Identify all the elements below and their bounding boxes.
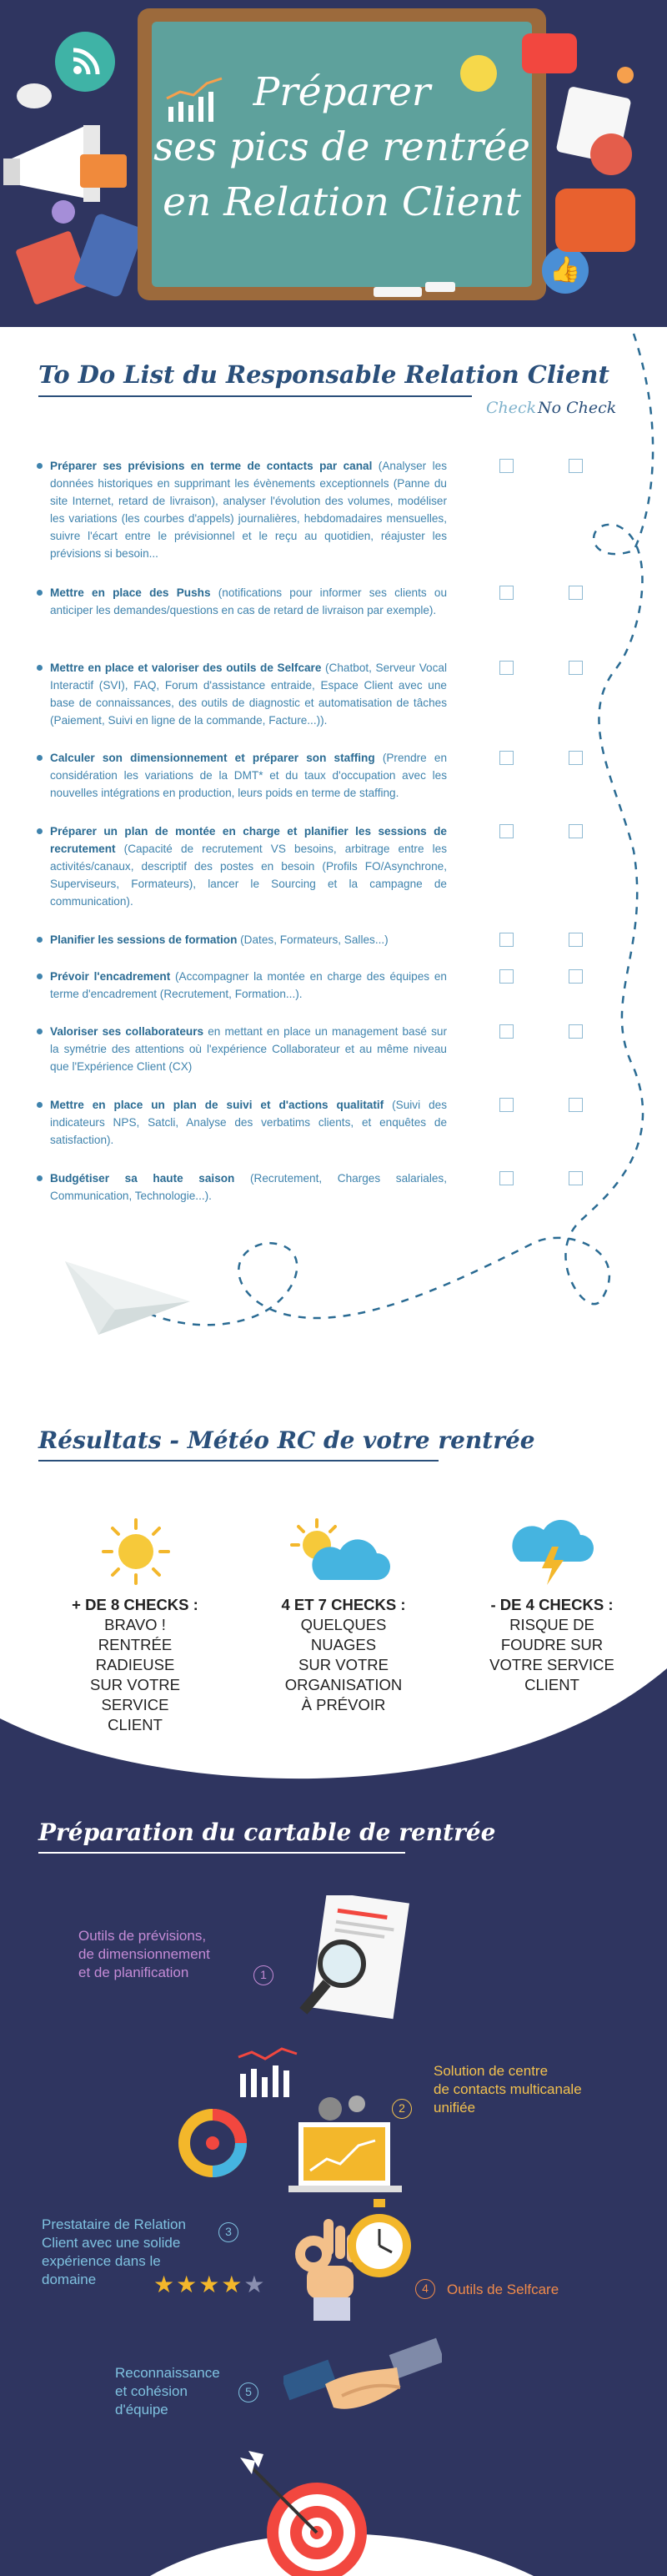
report-magnifier-icon [293,1895,410,2029]
cartable-title: Préparation du cartable de rentrée [38,1819,496,1846]
todo-item-desc: (Recrutement, Charges salariales, Communication, Technologie...). [50,1172,447,1202]
check-box[interactable] [499,1024,514,1039]
cartable-item-number: 5 [238,2382,258,2402]
cartable-item-label: Prestataire de Relation Client avec une solide expérience dans le domaine [42,2216,186,2287]
title-underline [38,395,472,397]
chat-bubble-icon [17,83,52,108]
todo-item-desc: (Accompagner la montée en charge des équipes en terme d'encadrement (Recrutement, Formation...). [50,970,447,1000]
weather-card-head: 4 ET 7 CHECKS : [281,1596,406,1613]
rating-stars: ★★★★★ [153,2272,267,2297]
todo-item-title: Préparer un plan de montée en charge et planifier les sessions de recrutement [50,825,447,855]
title-underline [38,1460,439,1462]
weather-card-line: À PRÉVOIR [301,1696,386,1713]
folder-icon [80,154,127,188]
bar-chart-icon [235,2045,302,2099]
todo-item-title: Mettre en place des Pushs [50,586,211,599]
todo-item-desc: (Chatbot, Serveur Vocal Interactif (SVI), FAQ, Forum d'assistance entraide, Espace Client avec une base de connaissances, des outils de diagnostic et automatisation de tâches (Paiement, Suivi en ligne de la commande, Facture...)). [50,662,447,727]
donut-chart-icon [175,2106,250,2181]
bullet [37,755,43,761]
cartable-item-label: Solution de centre de contacts multicanale unifiée [434,2063,582,2116]
no-check-box[interactable] [569,824,583,838]
weather-card-head: + DE 8 CHECKS : [72,1596,198,1613]
todo-item-title: Budgétiser sa haute saison [50,1172,235,1185]
like-icon: 👍 [542,247,589,294]
cartable-item-label: Outils de Selfcare [447,2282,559,2297]
todo-item-title: Prévoir l'encadrement [50,970,171,983]
todo-item-title: Mettre en place un plan de suivi et d'actions qualitatif [50,1099,384,1111]
handshake-icon [283,2337,442,2429]
award-icon [590,133,632,175]
no-check-box[interactable] [569,969,583,984]
cartable-item-label: Outils de prévisions, de dimensionnement et de planification [78,1928,210,1980]
rss-icon [55,32,115,92]
weather-card-line: SUR VOTRE SERVICE [90,1676,180,1713]
todo-item [37,931,447,948]
no-check-box[interactable] [569,459,583,473]
todo-item-desc: (notifications pour informer ses clients ou anticiper les demandes/questions en cas de retard de livraison par exemple). [50,586,447,616]
check-box[interactable] [499,1098,514,1112]
cartable-item-number: 1 [253,1965,273,1985]
weather-card-line: FOUDRE SUR [500,1636,604,1653]
no-check-box[interactable] [569,1098,583,1112]
bullet [37,463,43,469]
briefcase-icon [555,189,635,252]
weather-card-line: CLIENT [524,1676,579,1693]
check-box[interactable] [499,459,514,473]
todo-item [37,457,447,562]
todo-item [37,659,447,729]
check-box[interactable] [499,969,514,984]
cartable-item-number: 4 [415,2279,435,2299]
todo-item-desc: en mettant en place un management basé sur la symétrie des attentions où l'expérience Collaborateur et au même niveau que l'Expérience Client (CX) [50,1025,447,1073]
no-check-box[interactable] [569,1171,583,1185]
no-check-box[interactable] [569,1024,583,1039]
todo-item-desc: (Capacité de recrutement VS besoins, arbitrage entre les activités/canaux, descriptif des postes en besoin (Profils FO/Asynchrone, Superviseurs, Formateurs), lancer le Sourcing et la campagne de communication). [50,843,447,908]
weather-card-line: VOTRE SERVICE [489,1656,614,1673]
column-header-no-check: No Check [538,399,617,417]
todo-item-desc: (Suivi des indicateurs NPS, Satcli, Analyse des verbatims clients, et enquêtes de satisfaction). [50,1099,447,1146]
todo-item-desc: (Analyser les données historiques en supprimant les évènements exceptionnels (Panne du site Internet, retard de livraison), analyser l'évolution des volumes, modéliser les variations (les courbes d'appels) journalières, hebdomadaires mensuelles, suivre l'écart entre le prévisionnel et le reçu au quotidien, réajuster les prévisions si besoin... [50,460,447,560]
bullet [37,1175,43,1181]
weather-card-line: ORGANISATION [284,1676,403,1693]
speech-bubble-icon [522,33,577,73]
chalk-eraser [374,287,422,297]
weather-card-head: - DE 4 CHECKS : [490,1596,614,1613]
sun-cloud-icon [287,1517,390,1587]
bullet [37,1102,43,1108]
todo-item [37,823,447,910]
check-box[interactable] [499,933,514,947]
check-box[interactable] [499,751,514,765]
header-banner [0,0,667,327]
check-box[interactable] [499,824,514,838]
stopwatch-icon [342,2199,417,2282]
todo-item-title: Calculer son dimensionnement et préparer son staffing [50,752,375,764]
page-title: Préparer ses pics de rentrée en Relation Client [153,69,530,225]
results-title: Résultats - Météo RC de votre rentrée [38,1426,535,1454]
storm-cloud-icon [510,1517,594,1587]
cartable-item-label: Reconnaissance et cohésion d'équipe [115,2365,220,2418]
cartable-item-number: 3 [218,2222,238,2242]
check-box[interactable] [499,586,514,600]
chalk-stick [425,282,455,292]
bullet [37,974,43,979]
bullet [37,937,43,943]
todo-item [37,1170,447,1205]
no-check-box[interactable] [569,751,583,765]
todo-item [37,968,447,1003]
sun-icon [98,1517,173,1587]
weather-card-line: RENTRÉE RADIEUSE [95,1636,175,1673]
weather-card-line: BRAVO ! [104,1616,166,1633]
todo-item [37,1023,447,1075]
pin-icon [52,200,75,224]
check-box[interactable] [499,661,514,675]
bullet [37,590,43,596]
target-icon [233,2449,384,2576]
title-underline [38,1852,405,1854]
bullet [37,665,43,671]
laptop-icon [288,2094,405,2202]
weather-card-line: QUELQUES [300,1616,387,1633]
todo-item [37,584,447,619]
todo-item-desc: (Dates, Formateurs, Salles...) [237,933,389,946]
bullet [37,828,43,834]
pushpin-icon [617,67,634,83]
todo-item-title: Préparer ses prévisions en terme de contacts par canal [50,460,373,472]
paper-plane-icon [65,1251,198,1343]
weather-card-line: CLIENT [108,1716,163,1733]
todo-item-title: Planifier les sessions de formation [50,933,238,946]
weather-card-line: NUAGES [310,1636,377,1653]
todo-item-title: Valoriser ses collaborateurs [50,1025,204,1038]
todo-item [37,1096,447,1149]
cartable-item-number: 2 [392,2099,412,2119]
todo-item-title: Mettre en place et valoriser des outils de Selfcare [50,662,322,674]
bullet [37,1029,43,1034]
no-check-box[interactable] [569,586,583,600]
no-check-box[interactable] [569,933,583,947]
todo-title: To Do List du Responsable Relation Client [38,360,609,389]
todo-item-desc: (Prendre en considération les variations de la DMT* et du taux d'occupation avec les nouvelles intégrations en production, leurs poids en terme de staffing. [50,752,448,799]
phone-icon [73,212,144,298]
weather-card-line: RISQUE DE [509,1616,594,1633]
check-box[interactable] [499,1171,514,1185]
todo-item [37,749,447,802]
weather-card-line: SUR VOTRE [298,1656,389,1673]
no-check-box[interactable] [569,661,583,675]
column-header-check: Check [486,399,537,417]
